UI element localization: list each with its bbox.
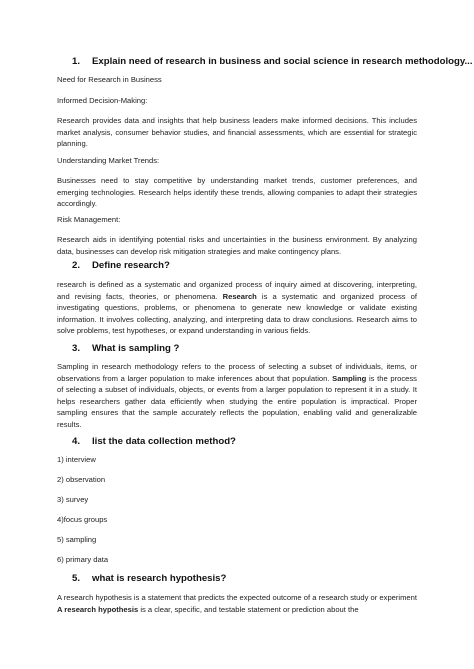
item-market-trends-text: Businesses need to stay competitive by understanding market trends, customer preferences, and emerging technologies. Research helps identify these trends, allowing companies to adapt their strategies accordingly. bbox=[57, 176, 417, 208]
section-3-text-b: is the process of selecting a subset of individuals, objects, or events from a larger population to represent it in a study. It helps researchers gather data efficiently when studying the entire population is impractical. Proper sampling ensures that the sample accurately reflects the population, enabling valid and generalizable results. bbox=[57, 373, 417, 429]
list-item: 3) survey bbox=[57, 495, 89, 504]
list-item: 1) interview bbox=[57, 455, 96, 464]
item-market-trends-title: Understanding Market Trends: bbox=[57, 156, 160, 165]
section-2-title: Define research? bbox=[92, 260, 170, 271]
section-4-heading bbox=[72, 436, 236, 447]
item-risk-management-text: Research aids in identifying potential risks and uncertainties in the business environment. By analyzing data, businesses can develop risk mitigation strategies and make contingency plans. bbox=[57, 235, 417, 256]
section-3-number: 3. bbox=[72, 343, 81, 354]
section-1-subheading: Need for Research in Business bbox=[57, 75, 162, 84]
section-3-paragraph bbox=[57, 361, 417, 430]
section-2-heading bbox=[72, 260, 170, 271]
section-5-text-b: is a clear, specific, and testable statement or prediction about the bbox=[140, 604, 359, 614]
section-2-bold-term: Research bbox=[222, 291, 257, 301]
section-2-number: 2. bbox=[72, 260, 81, 271]
list-item: 2) observation bbox=[57, 475, 106, 484]
section-1-heading bbox=[72, 56, 473, 67]
section-4-title: list the data collection method? bbox=[92, 436, 236, 447]
section-1-title: Explain need of research in business and social science in research methodology... bbox=[92, 56, 473, 67]
section-1-number: 1. bbox=[72, 56, 81, 67]
list-item: 4)focus groups bbox=[57, 515, 108, 524]
section-5-paragraph bbox=[57, 592, 417, 615]
list-item: 5) sampling bbox=[57, 535, 97, 544]
section-3-title: What is sampling ? bbox=[92, 343, 180, 354]
section-3-bold-term: Sampling bbox=[332, 373, 367, 383]
section-2-text-b: is a systematic and organized process of investigating questions, problems, or phenomena to generate new knowledge or validate existing information. It involves collecting, analyzing, and interpreting data to draw conclusions. Research aims to solve problems, test hypotheses, or expand understanding in various fields. bbox=[57, 291, 417, 335]
section-5-heading bbox=[72, 573, 226, 584]
item-informed-decision-title: Informed Decision-Making: bbox=[57, 96, 148, 105]
section-5-text-a: A research hypothesis is a statement that predicts the expected outcome of a research study or experiment bbox=[57, 593, 417, 602]
list-item: 6) primary data bbox=[57, 555, 109, 564]
section-3-heading bbox=[72, 343, 179, 354]
item-risk-management-title: Risk Management: bbox=[57, 215, 121, 224]
section-3-text-a: Sampling in research methodology refers to the process of selecting a subset of individuals, items, or observations from a larger population to make inferences about that population. bbox=[57, 362, 417, 383]
section-5-title: what is research hypothesis? bbox=[92, 573, 227, 584]
item-informed-decision-text: Research provides data and insights that help business leaders make informed decisions. This includes market analysis, consumer behavior studies, and financial assessments, which are essential for strategic planning. bbox=[57, 116, 417, 148]
section-2-text-a: research is defined as a systematic and organized process of inquiry aimed at discovering, interpreting, and revising facts, theories, or phenomena. bbox=[57, 280, 417, 301]
section-5-bold-term: A research hypothesis bbox=[57, 604, 139, 614]
section-2-paragraph bbox=[57, 279, 417, 337]
section-4-number: 4. bbox=[72, 436, 81, 447]
section-5-number: 5. bbox=[72, 573, 81, 584]
